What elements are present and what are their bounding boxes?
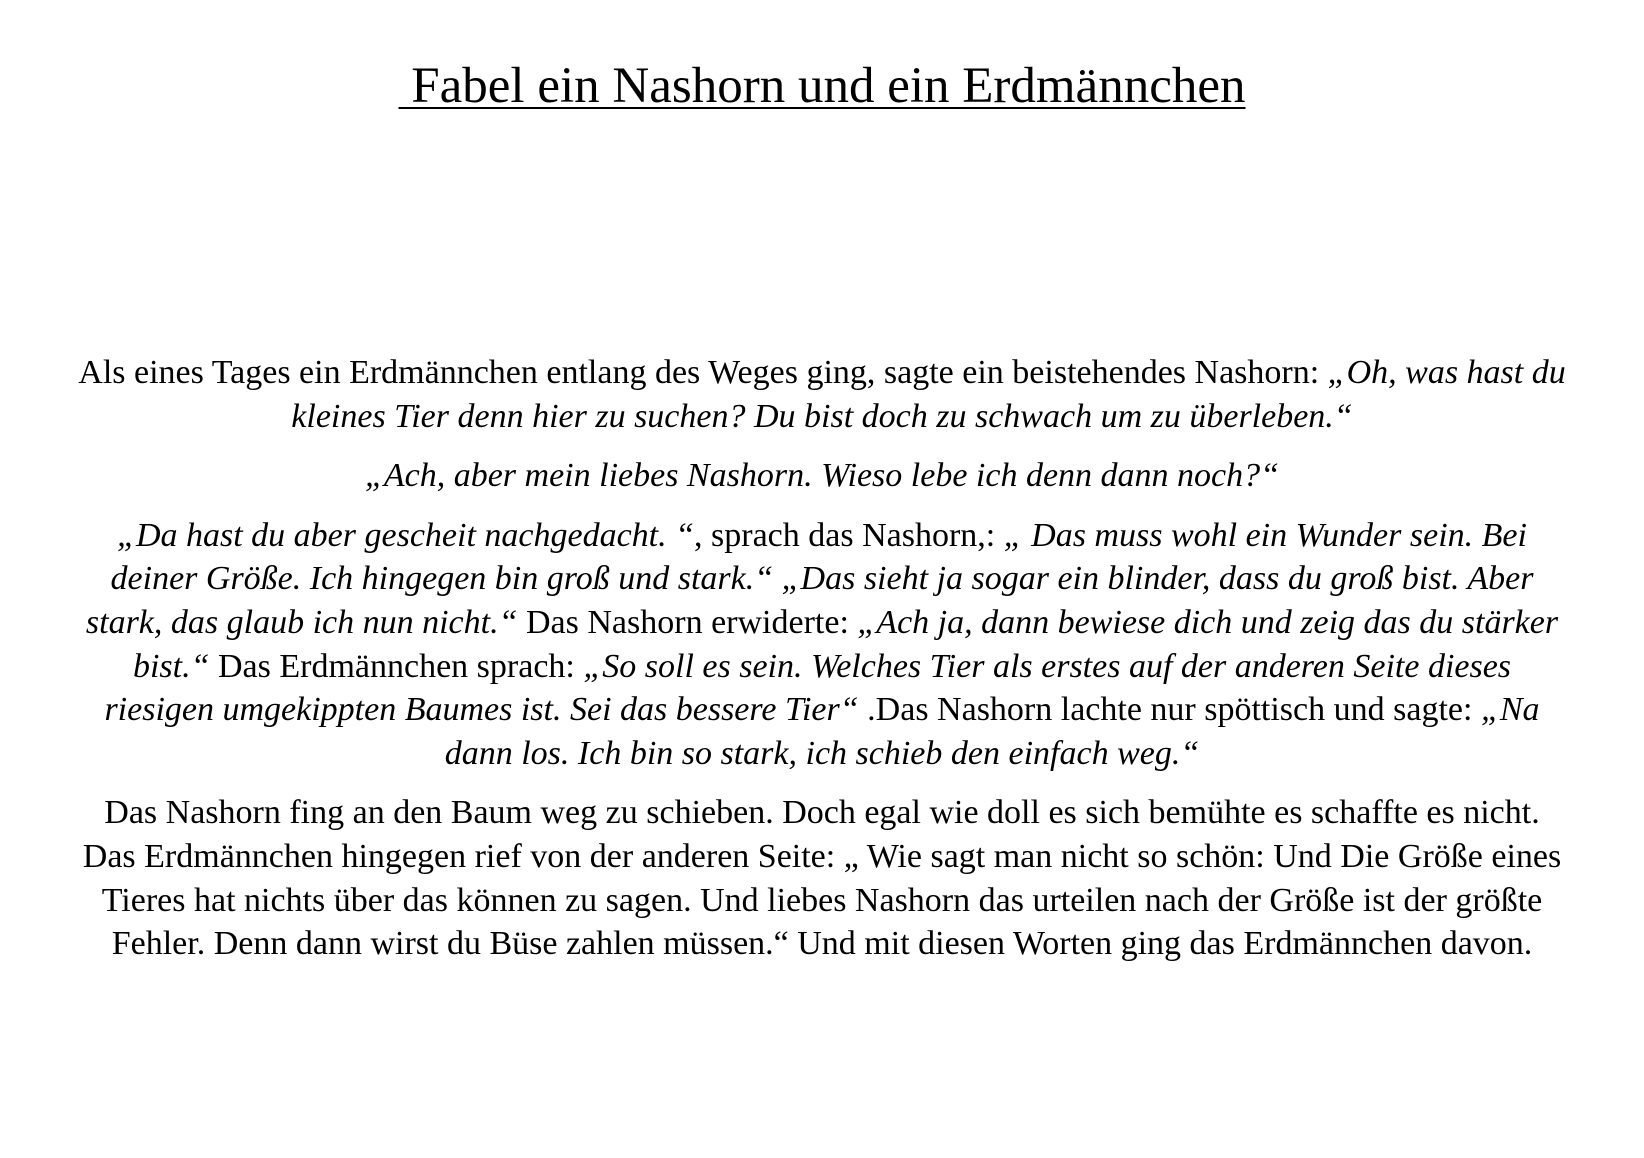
narration-text: .Das Nashorn lachte nur spöttisch und sagte: [858, 691, 1481, 729]
narration-text: Das Nashorn fing an den Baum weg zu schieben. Doch egal wie doll es sich bemühte es schaffte es nicht. Das Erdmännchen hingegen rief von der anderen Seite: „ Wie sagt man nicht so schön: Und Die Größe eines Tieres hat nichts über das können zu sagen. Und liebes Nashorn das urteilen nach der Größe ist der größte Fehler. Denn dann wirst du Büse zahlen müssen.“ Und mit diesen Worten ging das Erdmännchen davon. [82, 794, 1562, 963]
narration-text: , sprach das Nashorn,: [694, 516, 1004, 554]
meerkat-speech: „Da hast du aber gescheit nachgedacht. “ [117, 516, 695, 554]
narration-text: Als eines Tages ein Erdmännchen entlang des Weges ging, sagte ein beistehendes Nashorn: [78, 354, 1328, 391]
dialogue-speech: „ Das muss wohl ein Wunder sein. Bei deiner Größe. Ich hingegen bin groß und stark.“ „Das sieht ja sogar ein blinder, dass du groß bist. Aber stark, das glaub ich nun nicht.“ [85, 516, 1534, 641]
document-title: Fabel ein Nashorn und ein Erdmännchen [398, 58, 1246, 114]
meerkat-speech: „Ach, aber mein liebes Nashorn. Wieso lebe ich denn dann noch?“ [364, 457, 1280, 495]
paragraph-dialogue [78, 514, 1566, 776]
paragraph-intro [78, 351, 1566, 438]
paragraph-ending [78, 791, 1566, 965]
rhino-speech: „Oh, was hast du kleines Tier denn hier zu suchen? Du bist doch zu schwach um zu überleben.“ [291, 354, 1566, 435]
rhino-speech: „Na dann los. Ich bin so stark, ich schieb den einfach weg.“ [444, 691, 1540, 772]
narration-text: Das Erdmännchen sprach: [209, 647, 584, 685]
meerkat-speech: „So soll es sein. Welches Tier als erstes auf der anderen Seite dieses riesigen umgekippten Baumes ist. Sei das bessere Tier“ [104, 647, 1512, 729]
document-body [78, 351, 1566, 982]
rhino-speech: „Ach ja, dann bewiese dich und zeig das du stärker bist.“ [132, 603, 1559, 685]
narration-text: Das Nashorn erwiderte: [517, 603, 858, 641]
paragraph-meerkat-reply [78, 454, 1566, 498]
